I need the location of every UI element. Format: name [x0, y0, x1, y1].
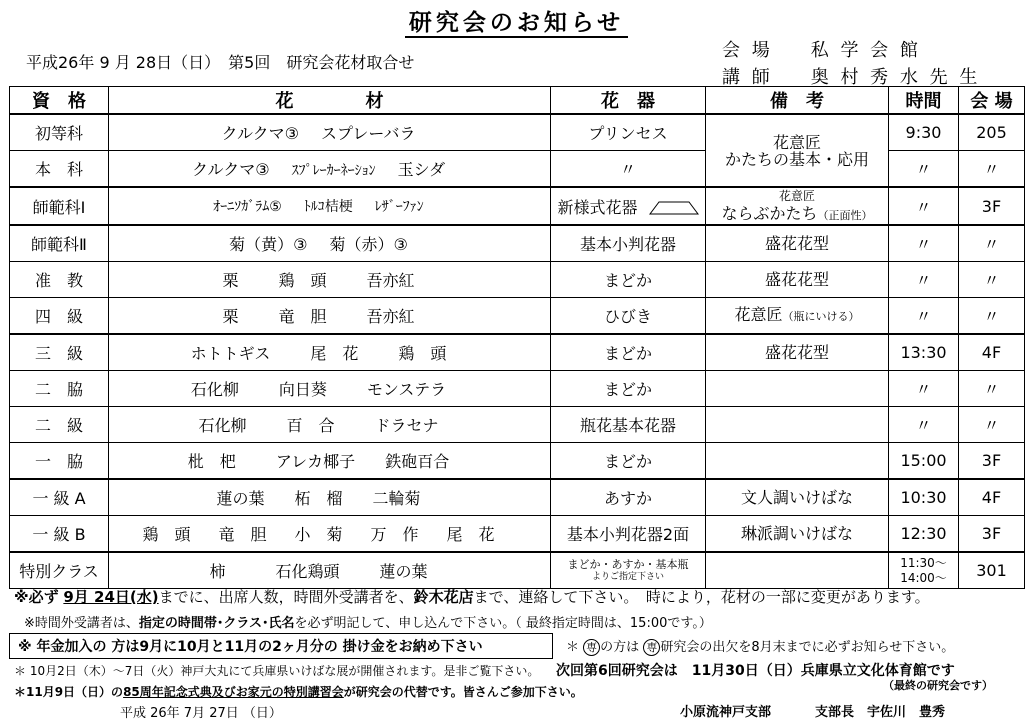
grade-cell: 三 級 [10, 334, 109, 371]
organization: 小原流神戸支部 [680, 705, 772, 720]
teacher-value: 奥 村 秀 水 先 生 [810, 67, 981, 88]
grade-cell: 二 級 [10, 407, 109, 443]
grade-cell: 二 脇 [10, 371, 109, 407]
material-item: 柿 [209, 562, 226, 581]
issue-date: 平成 26年 7月 27日 （日） [120, 706, 282, 721]
time-cell: 〃 [889, 151, 959, 188]
time-cell: 15:00 [889, 443, 959, 480]
remarks-cell: 文人調いけばな [706, 479, 889, 516]
pension-notice-box: ※ 年金加入の 方は9月に10月と11月の2ヶ月分の 掛け金をお納め下さい [9, 633, 553, 659]
material-item: 枇 杷 [187, 452, 236, 471]
header-materials: 花 材 [109, 87, 551, 115]
notice-deadline: ※必ず 9月 24日(水)までに、出席人数，時間外受講者を、鈴木花店まで、連絡して下さい。 時により，花材の一部に変更があります。 [14, 588, 930, 606]
venue-cell: 3F [959, 443, 1025, 480]
materials-cell [109, 298, 551, 335]
grade-cell: 一 脇 [10, 443, 109, 480]
remarks-cell [706, 187, 889, 225]
material-item: 玉シダ [397, 160, 445, 179]
next-meeting: 次回第6回研究会は 11月30日（日）兵庫県立文化体育館です [556, 663, 955, 679]
ceremony-notice: ＊11月9日（日）の85周年記念式典及びお家元の特別講習会が研究会の代替です。皆さんご参加下さい。 [14, 685, 583, 699]
material-item: 鉄砲百合 [385, 452, 450, 471]
material-item: 石化柳 [198, 416, 247, 435]
remarks-cell [706, 114, 889, 187]
time-line: 11:30～ [900, 555, 947, 570]
venue-cell: 301 [959, 552, 1025, 589]
sen-circle-mark: 専 [643, 639, 660, 656]
branch-chief: 支部長 宇佐川 豊秀 [815, 705, 946, 720]
schedule-table [9, 86, 1025, 589]
venue-cell: 〃 [959, 407, 1025, 443]
grade-cell: 四 級 [10, 298, 109, 335]
table-row [10, 407, 1025, 443]
material-item: 百 合 [286, 416, 335, 435]
header-time: 時間 [889, 87, 959, 115]
table-row [10, 298, 1025, 335]
vessel-cell: 基本小判花器2面 [551, 516, 706, 553]
remarks-cell: 盛花花型 [706, 334, 889, 371]
material-item: 二輪菊 [372, 489, 421, 508]
venue-cell: 〃 [959, 371, 1025, 407]
table-row [10, 262, 1025, 298]
sen-notice: ＊ 専 の方は 専 研究会の出欠を8月末までに必ずお知らせ下さい。 [566, 640, 955, 655]
grade-cell: 師範科Ⅰ [10, 187, 109, 225]
material-item: 吾亦紅 [366, 307, 415, 326]
vessel-line: まどか・あすか・基本瓶 [567, 557, 689, 571]
vessel-cell: あすか [551, 479, 706, 516]
material-item: ｵｰﾆｿｶﾞﾗﾑ⑤ [213, 199, 282, 215]
remarks-cell: 花意匠（瓶にいける） [706, 298, 889, 335]
material-item: 向日葵 [278, 380, 327, 399]
grade-cell: 一 級 B [10, 516, 109, 553]
grade-cell: 初等科 [10, 114, 109, 151]
time-cell: 9:30 [889, 114, 959, 151]
material-item: ﾄﾙｺ桔梗 [303, 199, 353, 215]
materials-cell [109, 371, 551, 407]
remarks-cell: 盛花花型 [706, 262, 889, 298]
material-item: 柘 榴 [294, 489, 343, 508]
vessel-label: 新様式花器 [557, 197, 638, 217]
material-item: 蓮の葉 [216, 489, 265, 508]
material-item: ﾚｻﾞｰﾌｧﾝ [374, 199, 424, 215]
venue-cell: 205 [959, 114, 1025, 151]
last-meeting-note: （最終の研究会です） [883, 679, 993, 692]
venue-cell: 3F [959, 516, 1025, 553]
remarks-line: 花意匠 [772, 132, 821, 152]
header-remarks: 備 考 [706, 87, 889, 115]
materials-cell [109, 479, 551, 516]
vessel-cell: まどか [551, 262, 706, 298]
teacher-label: 講 師 [722, 67, 773, 88]
page-title: 研究会のお知らせ [0, 4, 1033, 37]
material-item: 鶏 頭 [278, 271, 327, 290]
table-row [10, 334, 1025, 371]
header-grade: 資 格 [10, 87, 109, 115]
materials-cell [109, 187, 551, 225]
time-cell [889, 552, 959, 589]
grade-cell: 一 級 A [10, 479, 109, 516]
material-item: 栗 [222, 307, 239, 326]
table-header-row [10, 87, 1025, 115]
venue-cell: 3F [959, 187, 1025, 225]
time-cell: 10:30 [889, 479, 959, 516]
material-item: スプレーバラ [320, 124, 416, 143]
material-item: 竜 胆 [218, 525, 267, 544]
material-item: ｽﾌﾟﾚｰｶｰﾈｰｼｮﾝ [291, 163, 376, 179]
venue-cell: 〃 [959, 151, 1025, 188]
material-item: 尾 花 [310, 344, 359, 363]
material-item: アレカ椰子 [275, 452, 356, 471]
material-item: 吾亦紅 [366, 271, 415, 290]
venue-cell: 〃 [959, 225, 1025, 262]
venue-cell: 4F [959, 334, 1025, 371]
time-cell: 〃 [889, 187, 959, 225]
material-item: 小 菊 [294, 525, 343, 544]
remarks-line: 花意匠 [778, 189, 815, 203]
materials-cell [109, 552, 551, 589]
vessel-cell [551, 187, 706, 225]
material-item: クルクマ③ [221, 124, 299, 143]
table-row [10, 443, 1025, 480]
vessel-shape-icon [649, 201, 699, 215]
notice-late-attendees: ※時間外受講者は、指定の時間帯･クラス･氏名を必ず明記して、申し込んで下さい。（ 最終指定時間は、15:00です。） [24, 616, 712, 631]
remarks-cell [706, 552, 889, 589]
venue-label: 会 場 [722, 40, 773, 61]
table-row [10, 371, 1025, 407]
material-item: 石化鶏頭 [275, 562, 340, 581]
venue-cell: 〃 [959, 262, 1025, 298]
time-cell: 〃 [889, 298, 959, 335]
material-item: ドラセナ [374, 416, 439, 435]
time-cell: 13:30 [889, 334, 959, 371]
table-row [10, 479, 1025, 516]
vessel-cell: 〃 [551, 151, 706, 188]
time-cell: 〃 [889, 371, 959, 407]
materials-cell [109, 334, 551, 371]
material-item: 栗 [222, 271, 239, 290]
material-item: 尾 花 [446, 525, 495, 544]
vessel-cell: まどか [551, 334, 706, 371]
exhibition-notice: ＊ 10月2日（木）～7日（火）神戸大丸にて兵庫県いけばな展が開催されます。是非ご覧下さい。 [14, 664, 540, 678]
venue-info [722, 36, 921, 62]
remarks-line: かたちの基本・応用 [724, 149, 869, 169]
vessel-cell: 瓶花基本花器 [551, 407, 706, 443]
meeting-subtitle: 平成26年 9 月 28日（日） 第5回 研究会花材取合せ [26, 53, 415, 72]
material-item: 菊（赤）③ [329, 235, 408, 254]
time-cell: 12:30 [889, 516, 959, 553]
grade-cell: 本 科 [10, 151, 109, 188]
header-vessel: 花 器 [551, 87, 706, 115]
vessel-cell: プリンセス [551, 114, 706, 151]
material-item: モンステラ [366, 380, 447, 399]
material-item: 菊（黄）③ [229, 235, 308, 254]
header-venue: 会 場 [959, 87, 1025, 115]
materials-cell [109, 516, 551, 553]
vessel-cell: ひびき [551, 298, 706, 335]
grade-cell: 特別クラス [10, 552, 109, 589]
material-item: 鶏 頭 [142, 525, 191, 544]
venue-cell: 4F [959, 479, 1025, 516]
remarks-line: ならぶかたち（正面性） [721, 204, 873, 223]
sen-circle-mark: 専 [583, 639, 600, 656]
grade-cell: 師範科Ⅱ [10, 225, 109, 262]
time-cell: 〃 [889, 262, 959, 298]
grade-cell: 准 教 [10, 262, 109, 298]
venue-value: 私 学 会 館 [810, 40, 921, 61]
materials-cell [109, 114, 551, 151]
time-cell: 〃 [889, 407, 959, 443]
table-row [10, 114, 1025, 151]
vessel-cell: まどか [551, 371, 706, 407]
remarks-cell: 盛花花型 [706, 225, 889, 262]
materials-cell [109, 262, 551, 298]
table-row [10, 516, 1025, 553]
venue-cell: 〃 [959, 298, 1025, 335]
materials-cell [109, 443, 551, 480]
materials-cell [109, 151, 551, 188]
table-row [10, 552, 1025, 589]
vessel-cell: まどか [551, 443, 706, 480]
vessel-line: よりご指定下さい [591, 571, 664, 582]
material-item: ホトトギス [190, 344, 271, 363]
materials-cell [109, 407, 551, 443]
vessel-cell: 基本小判花器 [551, 225, 706, 262]
material-item: クルクマ③ [192, 160, 270, 179]
table-row [10, 187, 1025, 225]
material-item: 石化柳 [190, 380, 239, 399]
table-row [10, 225, 1025, 262]
remarks-cell [706, 407, 889, 443]
remarks-cell: 琳派調いけばな [706, 516, 889, 553]
material-item: 万 作 [370, 525, 419, 544]
remarks-cell [706, 371, 889, 407]
remarks-cell [706, 443, 889, 480]
time-cell: 〃 [889, 225, 959, 262]
vessel-cell [551, 552, 706, 589]
material-item: 蓮の葉 [379, 562, 428, 581]
material-item: 鶏 頭 [398, 344, 447, 363]
material-item: 竜 胆 [278, 307, 327, 326]
time-line: 14:00～ [900, 570, 947, 585]
materials-cell [109, 225, 551, 262]
